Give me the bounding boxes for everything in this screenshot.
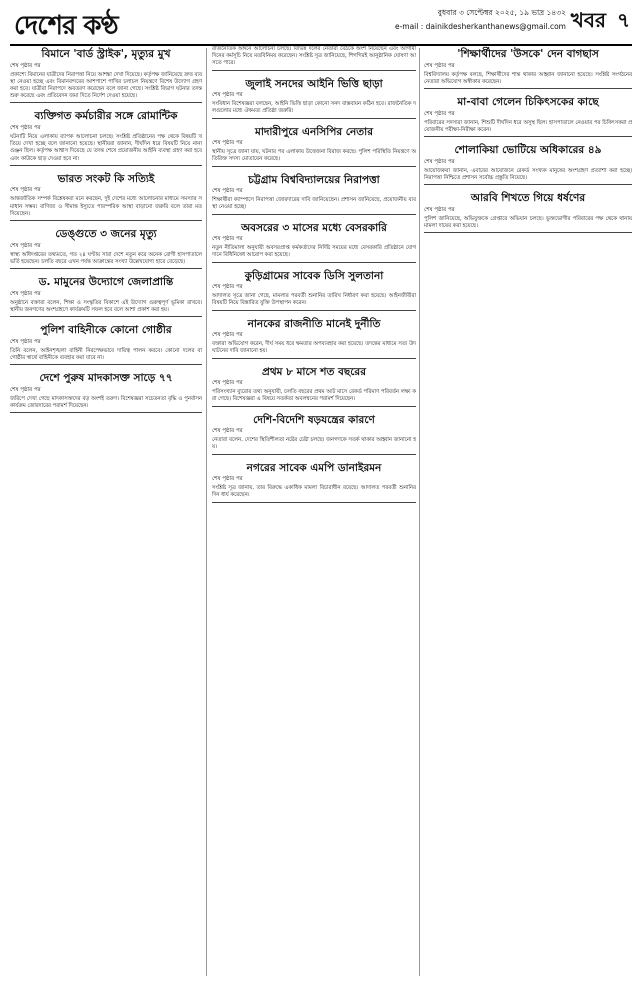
news-story [212, 460, 416, 505]
story-body: আদালত সূত্রে জানা গেছে, মামলার পরবর্তী শুনানির তারিখ নির্ধারণ করা হয়েছে। আইনজীবীরা বিষয়টি নিয়ে বিস্তারিত যুক্তি উপস্থাপন করেন। [212, 293, 416, 307]
story-headline: শোলাকিয়া ভোটিয়ে অধিকারের ৪৯ [454, 144, 602, 156]
story-headline: দেশে পুরুষ মাদকাসক্ত সাড়ে ৭৭ [39, 372, 173, 385]
story-body: সংবিধান বিশেষজ্ঞরা বলছেন, আইনি ভিত্তি ছাড়া কোনো সনদ বাস্তবায়ন কঠিন হবে। রাজনৈতিক দলগুলোর মধ্যে ঐকমত্য প্রতিষ্ঠা জরুরি। [212, 101, 416, 115]
story-divider [212, 214, 416, 215]
story-body: বক্তারা অভিযোগ করেন, দীর্ঘ সময় ধরে ক্ষমতার অপব্যবহার করা হয়েছে। তদন্তের মাধ্যমে সত্য উদঘাটনের দাবি জানানো হয়। [212, 341, 416, 355]
story-headline: ব্যক্তিগত কর্মচারীর সঙ্গে রোমান্টিক [34, 110, 178, 123]
story-continuation-label: শেষ পৃষ্ঠার পর [424, 62, 455, 69]
story-headline: দেশি-বিদেশি ষড়যন্ত্রের কারণে [253, 413, 375, 426]
story-body: বিশ্ববিদ্যালয় কর্তৃপক্ষ বলছে, শিক্ষার্থীদের শান্ত থাকার আহ্বান জানানো হয়েছে। সংশ্লিষ্ট সংগঠনের নেতারা অভিযোগ অস্বীকার করেছেন। [424, 71, 632, 85]
story-headline: প্রথম ৮ মাসে শত বছরের [261, 365, 366, 378]
story-headline: নগরের সাবেক এমপি ডানাইরমন [246, 461, 382, 474]
story-body: আয়োজকরা জানান, এবারের আয়োজনে রেকর্ড সংখ্যক মানুষের অংশগ্রহণ প্রত্যাশা করা হচ্ছে। নিরাপত্তা নিশ্চিতে প্রশাসন সর্বোচ্চ প্রস্তুতি নিয়েছে। [424, 167, 632, 181]
page-number: ৭ [616, 8, 630, 32]
story-continuation-label: শেষ পৃষ্ঠার পর [212, 476, 243, 483]
news-story [424, 142, 632, 187]
news-story [212, 412, 416, 457]
story-divider [10, 165, 202, 166]
email-line: e-mail : dainikdesherkanthanews@gmail.com [394, 22, 566, 31]
news-story [424, 94, 632, 139]
story-divider [212, 454, 416, 455]
story-continuation-label: শেষ পৃষ্ঠার পর [10, 62, 41, 69]
story-body: জরিপে দেখা গেছে মাদকাসক্তদের বড় অংশই তরুণ। বিশেষজ্ঞরা সচেতনতা বৃদ্ধি ও পুনর্বাসন কার্যক্রম জোরদারের পরামর্শ দিয়েছেন। [10, 395, 202, 409]
story-body: সংশ্লিষ্ট সূত্র জানায়, তার বিরুদ্ধে একাধিক মামলা বিচারাধীন রয়েছে। আদালত পরবর্তী শুনানির দিন ধার্য করেছেন। [212, 485, 416, 499]
column-2 [212, 46, 416, 976]
story-headline: কুড়িগ্রামের সাবেক ডিসি সুলতানা [244, 269, 384, 282]
masthead [10, 2, 632, 46]
news-story [10, 108, 202, 167]
story-divider [10, 364, 202, 365]
paper-logo: দেশের কণ্ঠ [14, 11, 118, 41]
story-divider [10, 268, 202, 269]
story-divider [424, 136, 632, 137]
story-headline: অবসরের ৩ মাসের মধ্যে বেসরকারি [241, 221, 387, 234]
story-body: পরিবারের সদস্যরা জানান, শিশুটি দীর্ঘদিন ধরে অসুস্থ ছিল। হাসপাতালে নেওয়ার পর চিকিৎসকরা প্রয়োজনীয় পরীক্ষা-নিরীক্ষা করেন। [424, 119, 632, 133]
story-body: পুলিশ জানিয়েছে, অভিযুক্তকে গ্রেপ্তারে অভিযান চলছে। ভুক্তভোগীর পরিবারের পক্ষ থেকে থানায় মামলা দায়ের করা হয়েছে। [424, 215, 632, 229]
story-body: নেতারা বলেন, দেশের স্থিতিশীলতা নষ্টের চেষ্টা চলছে। জনগণকে সতর্ক থাকার আহ্বান জানানো হয়। [212, 437, 416, 451]
story-divider [10, 220, 202, 221]
story-headline: মাদারীপুরে এনসিপির নেতার [255, 125, 373, 138]
news-story [10, 171, 202, 223]
news-story [10, 46, 202, 105]
story-divider [212, 502, 416, 503]
story-continuation-label: শেষ পৃষ্ঠার পর [10, 290, 41, 297]
column-divider [419, 48, 420, 976]
story-continuation-label: শেষ পৃষ্ঠার পর [212, 140, 243, 147]
story-headline: নানকের রাজনীতি মানেই দুর্নীতি [247, 317, 381, 330]
story-body: নতুন নীতিমালা অনুযায়ী অবসরপ্রাপ্ত কর্মকর্তাদের নির্দিষ্ট সময়ের মধ্যে বেসরকারি প্রতিষ্ঠানে যোগদানে বিধিনিষেধ আরোপ করা হয়েছে। [212, 245, 416, 259]
story-continuation-label: শেষ পৃষ্ঠার পর [212, 284, 243, 291]
news-story [424, 46, 632, 91]
story-divider [10, 316, 202, 317]
story-divider [212, 118, 416, 119]
story-divider [212, 262, 416, 263]
story-body: স্থানীয় সূত্রে জানা যায়, ঘটনার পর এলাকায় উত্তেজনা বিরাজ করছে। পুলিশ পরিস্থিতি নিয়ন্ত্রণে অতিরিক্ত সদস্য মোতায়েন করেছে। [212, 149, 416, 163]
news-story [10, 322, 202, 367]
story-headline: ড. মামুনের উদ্যোগে জেলাপ্রান্তি [38, 276, 174, 289]
news-story [212, 364, 416, 409]
story-divider [424, 184, 632, 185]
story-body: তিনি বলেন, আইনশৃঙ্খলা বাহিনী নিরপেক্ষভাবে দায়িত্ব পালন করবে। কোনো দলের বা গোষ্ঠীর স্বার্থে বাহিনীকে ব্যবহার করা যাবে না। [10, 347, 202, 361]
story-body: রাজনৈতিক অঙ্গনে আলোচনা চলছে। বিভিন্ন দলের নেতারা বৈঠকে অংশ নিয়েছেন এবং আগামী দিনের কর্মসূচি নিয়ে মতবিনিময় করেছেন। সংশ্লিষ্ট সূত্র জানিয়েছে, শিগগিরই আনুষ্ঠানিক ঘোষণা আসতে পারে। [212, 46, 416, 67]
story-headline: 'শিক্ষার্থীদের 'উসকে' দেন বাগছাস [457, 48, 599, 60]
story-continuation-label: শেষ পৃষ্ঠার পর [212, 188, 243, 195]
story-continuation-label: শেষ পৃষ্ঠার পর [424, 206, 455, 213]
news-story [212, 46, 416, 73]
story-continuation-label: শেষ পৃষ্ঠার পর [212, 428, 243, 435]
story-continuation-label: শেষ পৃষ্ঠার পর [212, 92, 243, 99]
story-continuation-label: শেষ পৃষ্ঠার পর [10, 386, 41, 393]
story-headline: ডেঙ্গুতে ৩ জনের মৃত্যু [55, 228, 157, 241]
story-divider [424, 232, 632, 233]
news-story [212, 220, 416, 265]
story-body: অনুষ্ঠানে বক্তারা বলেন, শিক্ষা ও সংস্কৃতির বিকাশে এই উদ্যোগ গুরুত্বপূর্ণ ভূমিকা রাখবে। স্থানীয় জনগণের অংশগ্রহণে কার্যক্রমটি সফল হবে বলে আশা প্রকাশ করা হয়। [10, 299, 202, 313]
story-divider [212, 310, 416, 311]
news-story [10, 274, 202, 319]
story-headline: ভারত সংকট কি সত্যিই [57, 172, 155, 185]
story-continuation-label: শেষ পৃষ্ঠার পর [424, 110, 455, 117]
news-story [424, 190, 632, 235]
story-headline: আরবি শিখতে গিয়ে ধর্ষণের [470, 192, 586, 204]
news-story [212, 268, 416, 313]
story-headline: জুলাই সনদের আইনি ভিত্তি ছাড়া [245, 77, 383, 90]
story-headline: চট্টগ্রাম বিশ্ববিদ্যালয়ের নিরাপত্তা [248, 173, 380, 186]
story-divider [212, 70, 416, 71]
story-body: শিক্ষার্থীরা ক্যাম্পাসে নিরাপত্তা জোরদারের দাবি জানিয়েছেন। প্রশাসন জানিয়েছে, প্রয়োজনীয় ব্যবস্থা নেওয়া হচ্ছে। [212, 197, 416, 211]
story-divider [10, 102, 202, 103]
story-divider [212, 406, 416, 407]
news-story [10, 370, 202, 415]
story-divider [424, 88, 632, 89]
story-continuation-label: শেষ পৃষ্ঠার পর [212, 236, 243, 243]
story-body: ঘটনাটি নিয়ে এলাকায় ব্যাপক আলোচনা চলছে। সংশ্লিষ্ট প্রতিষ্ঠানের পক্ষ থেকে বিষয়টি খতিয়ে দেখা হচ্ছে বলে জানানো হয়েছে। স্থানীয়রা জানান, দীর্ঘদিন ধরে বিষয়টি নিয়ে নানা গুঞ্জন ছিল। কর্তৃপক্ষ আশ্বাস দিয়েছে যে তদন্ত শেষে প্রয়োজনীয় আইনি ব্যবস্থা গ্রহণ করা হবে এবং কাউকে ছাড় দেওয়া হবে না। [10, 134, 202, 162]
story-headline: মা-বাবা গেলেন চিকিৎসকের কাছে [457, 96, 599, 108]
section-title: খবর [570, 8, 606, 32]
story-continuation-label: শেষ পৃষ্ঠার পর [212, 332, 243, 339]
story-headline: বিমানে 'বার্ড স্ট্রাইক', মৃত্যুর মুখ [41, 48, 171, 60]
news-story [212, 172, 416, 217]
story-continuation-label: শেষ পৃষ্ঠার পর [10, 125, 41, 131]
story-divider [212, 166, 416, 167]
story-body: প্রকাশ্যে বিমানের যাত্রীদের নিরাপত্তা নিয়ে আশঙ্কা দেখা দিয়েছে। কর্তৃপক্ষ জানিয়েছে দ্রুত ব্যবস্থা নেওয়া হচ্ছে এবং বিমানবন্দরের আশপাশে পাখির চলাচল নিয়ন্ত্রণে বিশেষ উদ্যোগ গ্রহণ করা হবে। যাত্রীরা নিরাপদে অবতরণ করেছেন বলে জানা গেছে। সংশ্লিষ্ট বিভাগ ঘটনার তদন্ত শুরু করেছে এবং প্রতিবেদন জমা দিতে নির্দেশ দেওয়া হয়েছে। [10, 71, 202, 100]
story-body: পরিসংখ্যান ব্যুরোর তথ্য অনুযায়ী, চলতি বছরের প্রথম আট মাসে রেকর্ড পরিমাণ পরিবর্তন লক্ষ্য করা গেছে। বিশেষজ্ঞরা এ বিষয়ে সতর্কতা অবলম্বনের পরামর্শ দিয়েছেন। [212, 389, 416, 403]
story-body: স্বাস্থ্য অধিদপ্তরের তথ্যমতে, গত ২৪ ঘণ্টায় সারা দেশে নতুন করে অনেক রোগী হাসপাতালে ভর্তি হয়েছেন। চলতি বছরে এখন পর্যন্ত আক্রান্তের সংখ্যা উল্লেখযোগ্য হারে বেড়েছে। [10, 251, 202, 265]
column-3 [424, 46, 632, 976]
story-body: আন্তর্জাতিক সম্পর্ক বিশ্লেষকরা মনে করছেন, দুই দেশের মধ্যে আলোচনার মাধ্যমে সমস্যার সমাধান সম্ভব। বাণিজ্য ও সীমান্ত ইস্যুতে পারস্পরিক আস্থা বাড়ানো জরুরি বলে তারা মত দিয়েছেন। [10, 196, 202, 217]
column-divider [206, 48, 207, 976]
news-story [10, 226, 202, 271]
news-story [212, 124, 416, 169]
column-1 [10, 46, 202, 976]
story-headline: পুলিশ বাহিনীকে কোনো গোষ্ঠীর [40, 324, 172, 337]
story-continuation-label: শেষ পৃষ্ঠার পর [10, 187, 41, 194]
story-continuation-label: শেষ পৃষ্ঠার পর [424, 158, 455, 165]
news-story [212, 316, 416, 361]
story-continuation-label: শেষ পৃষ্ঠার পর [10, 338, 41, 345]
story-divider [212, 358, 416, 359]
date-line: বুধবার ৩ সেপ্টেম্বর ২০২৫, ১৯ ভাদ্র ১৪৩২ [437, 8, 566, 17]
story-divider [10, 412, 202, 413]
news-story [212, 76, 416, 121]
story-continuation-label: শেষ পৃষ্ঠার পর [10, 242, 41, 249]
story-continuation-label: শেষ পৃষ্ঠার পর [212, 380, 243, 387]
